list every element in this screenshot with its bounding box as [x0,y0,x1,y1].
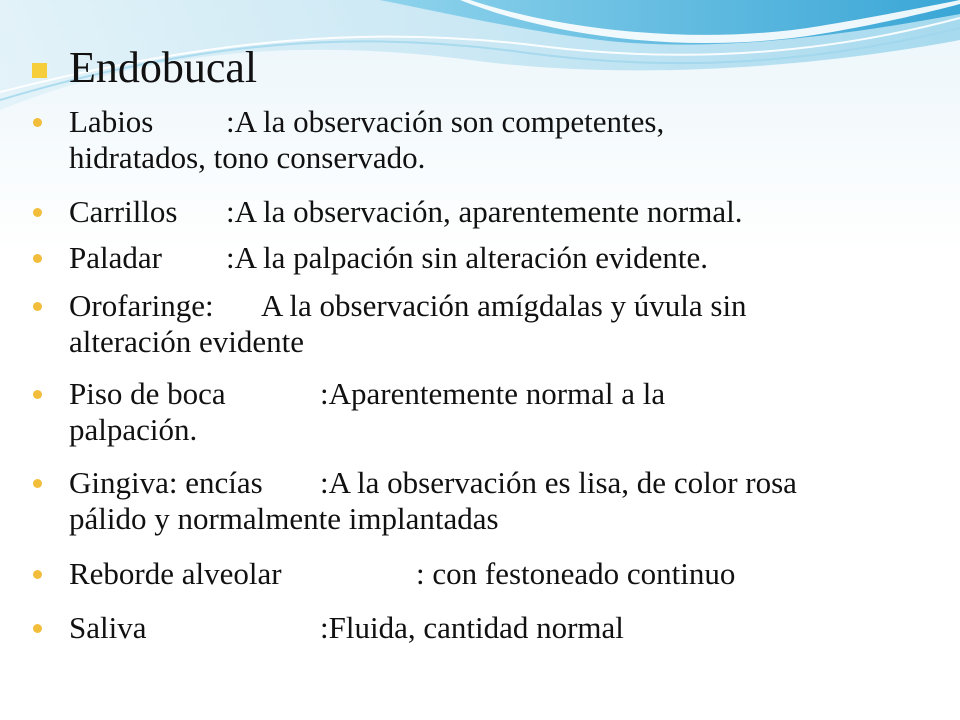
item-continuation: pálido y normalmente implantadas [69,501,499,536]
bullet-dot-icon [33,479,42,488]
item-text: :A la observación, aparentemente normal. [226,194,743,229]
item-label: Reborde alveolar [69,556,282,591]
list-item-gingiva [30,465,930,537]
item-text: :Aparentemente normal a la [320,376,666,411]
bullet-dot-icon [33,118,42,127]
bullet-dot-icon [33,254,42,263]
list-item-labios [30,104,930,176]
item-text: :A la observación es lisa, de color rosa [320,465,797,500]
item-continuation: palpación. [69,412,198,447]
list-item-piso-de-boca [30,376,930,448]
item-label: Orofaringe: [69,288,214,323]
slide-title-row [32,40,257,96]
list-item-orofaringe [30,288,930,360]
bullet-dot-icon [33,390,42,399]
bullet-dot-icon [33,302,42,311]
bullet-dot-icon [33,208,42,217]
title-square-bullet-icon [32,63,47,78]
item-text: A la observación amígdalas y úvula sin [261,288,747,323]
bullet-dot-icon [33,570,42,579]
list-item-carrillos [30,194,930,230]
item-text: :A la observación son competentes, [226,104,665,139]
item-label: Piso de boca [69,376,226,411]
item-text: : con festoneado continuo [416,556,736,591]
bullet-dot-icon [33,624,42,633]
item-label: Labios [69,104,154,139]
item-label: Paladar [69,240,162,275]
item-continuation: alteración evidente [69,324,304,359]
list-item-paladar [30,240,930,276]
item-text: :A la palpación sin alteración evidente. [226,240,709,275]
item-label: Gingiva: encías [69,465,263,500]
slide-title: Endobucal [69,43,258,92]
item-continuation: hidratados, tono conservado. [69,140,426,175]
list-item-saliva [30,610,930,646]
item-label: Saliva [69,610,147,645]
item-text: :Fluida, cantidad normal [320,610,624,645]
item-label: Carrillos [69,194,178,229]
list-item-reborde-alveolar [30,556,930,592]
